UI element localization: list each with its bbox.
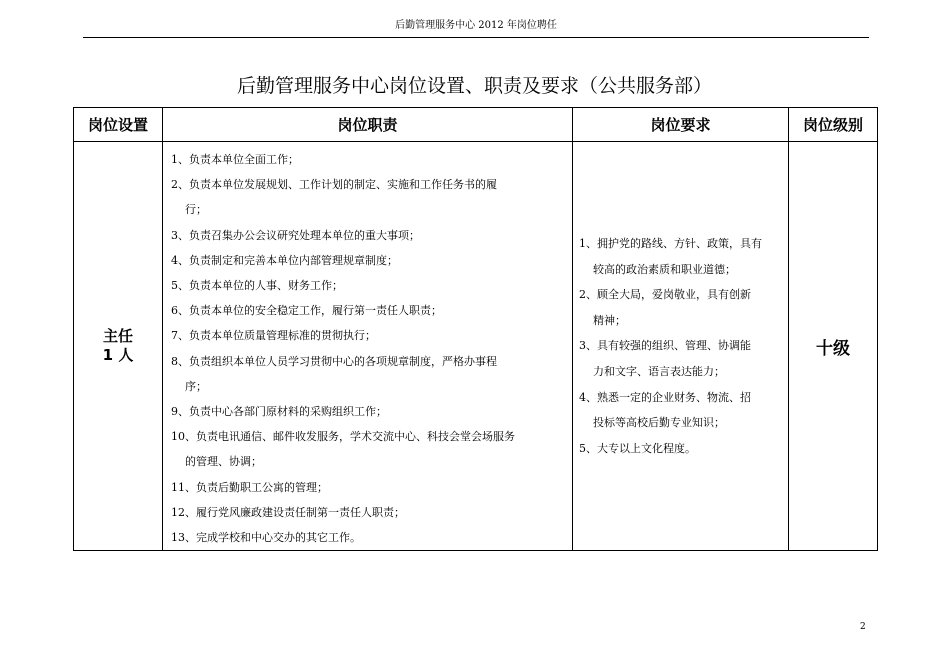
header-rule — [83, 37, 869, 38]
duty-item — [171, 424, 566, 474]
duty-item — [171, 525, 566, 550]
duty-item-text: 3、负责召集办公会议研究处理本单位的重大事项； — [171, 228, 420, 242]
page-header: 后勤管理服务中心 2012 年岗位聘任 — [395, 20, 557, 31]
requirement-item — [579, 385, 782, 436]
requirement-item-text: 3、具有较强的组织、管理、协调能 — [579, 339, 751, 353]
duty-item-text: 8、负责组织本单位人员学习贯彻中心的各项规章制度，严格办事程 — [171, 354, 497, 368]
duty-item-text: 7、负责本单位质量管理标准的贯彻执行； — [171, 329, 376, 343]
duty-item-text: 5、负责本单位的人事、财务工作； — [171, 279, 343, 293]
duty-item-text: 1、负责本单位全面工作； — [171, 153, 299, 166]
requirement-item-continuation: 力和文字、语言表达能力； — [593, 364, 725, 378]
duty-item — [171, 172, 566, 222]
requirement-item — [579, 282, 782, 333]
duty-item-text: 2、负责本单位发展规划、工作计划的制定、实施和工作任务书的履 — [171, 178, 497, 192]
duty-item — [171, 273, 566, 298]
duty-item — [171, 500, 566, 525]
requirement-item-continuation: 精神； — [593, 313, 626, 327]
requirement-item-text: 1、拥护党的路线、方针、政策，具有 — [579, 236, 762, 250]
requirements-list — [573, 231, 788, 461]
duty-list — [163, 142, 572, 550]
document-title: 后勤管理服务中心岗位设置、职责及要求（公共服务部） — [236, 75, 712, 97]
duty-item — [171, 248, 566, 273]
table-row — [74, 142, 878, 551]
duty-item — [171, 349, 566, 399]
duty-item — [171, 298, 566, 323]
column-header-position: 岗位设置 — [74, 108, 163, 142]
position-title: 主任 — [102, 327, 133, 346]
duty-item — [171, 399, 566, 424]
duty-item-continuation: 的管理、协调； — [185, 455, 262, 469]
duty-item-text: 11、负责后勤职工公寓的管理； — [171, 480, 328, 494]
requirement-item-continuation: 较高的政治素质和职业道德； — [593, 262, 736, 276]
requirement-item-text: 5、大专以上文化程度。 — [579, 441, 696, 455]
duty-item-continuation: 行； — [185, 203, 207, 217]
duty-item-text: 4、负责制定和完善本单位内部管理规章制度； — [171, 253, 398, 267]
level-cell: 十级 — [789, 142, 878, 551]
duty-item-continuation: 序； — [185, 379, 207, 393]
column-header-level: 岗位级别 — [789, 108, 878, 142]
position-headcount: 1 人 — [102, 346, 134, 365]
requirements-cell — [573, 142, 789, 551]
requirement-item-text: 4、熟悉一定的企业财务、物流、招 — [579, 390, 751, 404]
requirement-item-text: 2、顾全大局，爱岗敬业，具有创新 — [579, 288, 751, 302]
position-cell — [74, 142, 163, 551]
job-table — [73, 107, 878, 551]
column-header-duties: 岗位职责 — [163, 108, 573, 142]
duty-item — [171, 223, 566, 248]
duty-item — [171, 147, 566, 172]
page-number: 2 — [860, 622, 866, 632]
duty-item-text: 10、负责电讯通信、邮件收发服务，学术交流中心、科技会堂会场服务 — [171, 430, 515, 444]
duty-item-text: 6、负责本单位的安全稳定工作，履行第一责任人职责； — [171, 304, 442, 318]
duty-item-text: 13、完成学校和中心交办的其它工作。 — [171, 531, 361, 545]
duties-cell — [163, 142, 573, 551]
requirement-item — [579, 436, 782, 462]
column-header-requirements: 岗位要求 — [573, 108, 789, 142]
duty-item-text: 9、负责中心各部门原材料的采购组织工作； — [171, 405, 387, 419]
requirement-item-continuation: 投标等高校后勤专业知识； — [593, 416, 725, 430]
duty-item — [171, 475, 566, 500]
table-header-row — [74, 108, 878, 142]
duty-item — [171, 323, 566, 348]
requirement-item — [579, 231, 782, 282]
duty-item-text: 12、履行党风廉政建设责任制第一责任人职责； — [171, 505, 405, 519]
requirement-item — [579, 333, 782, 384]
